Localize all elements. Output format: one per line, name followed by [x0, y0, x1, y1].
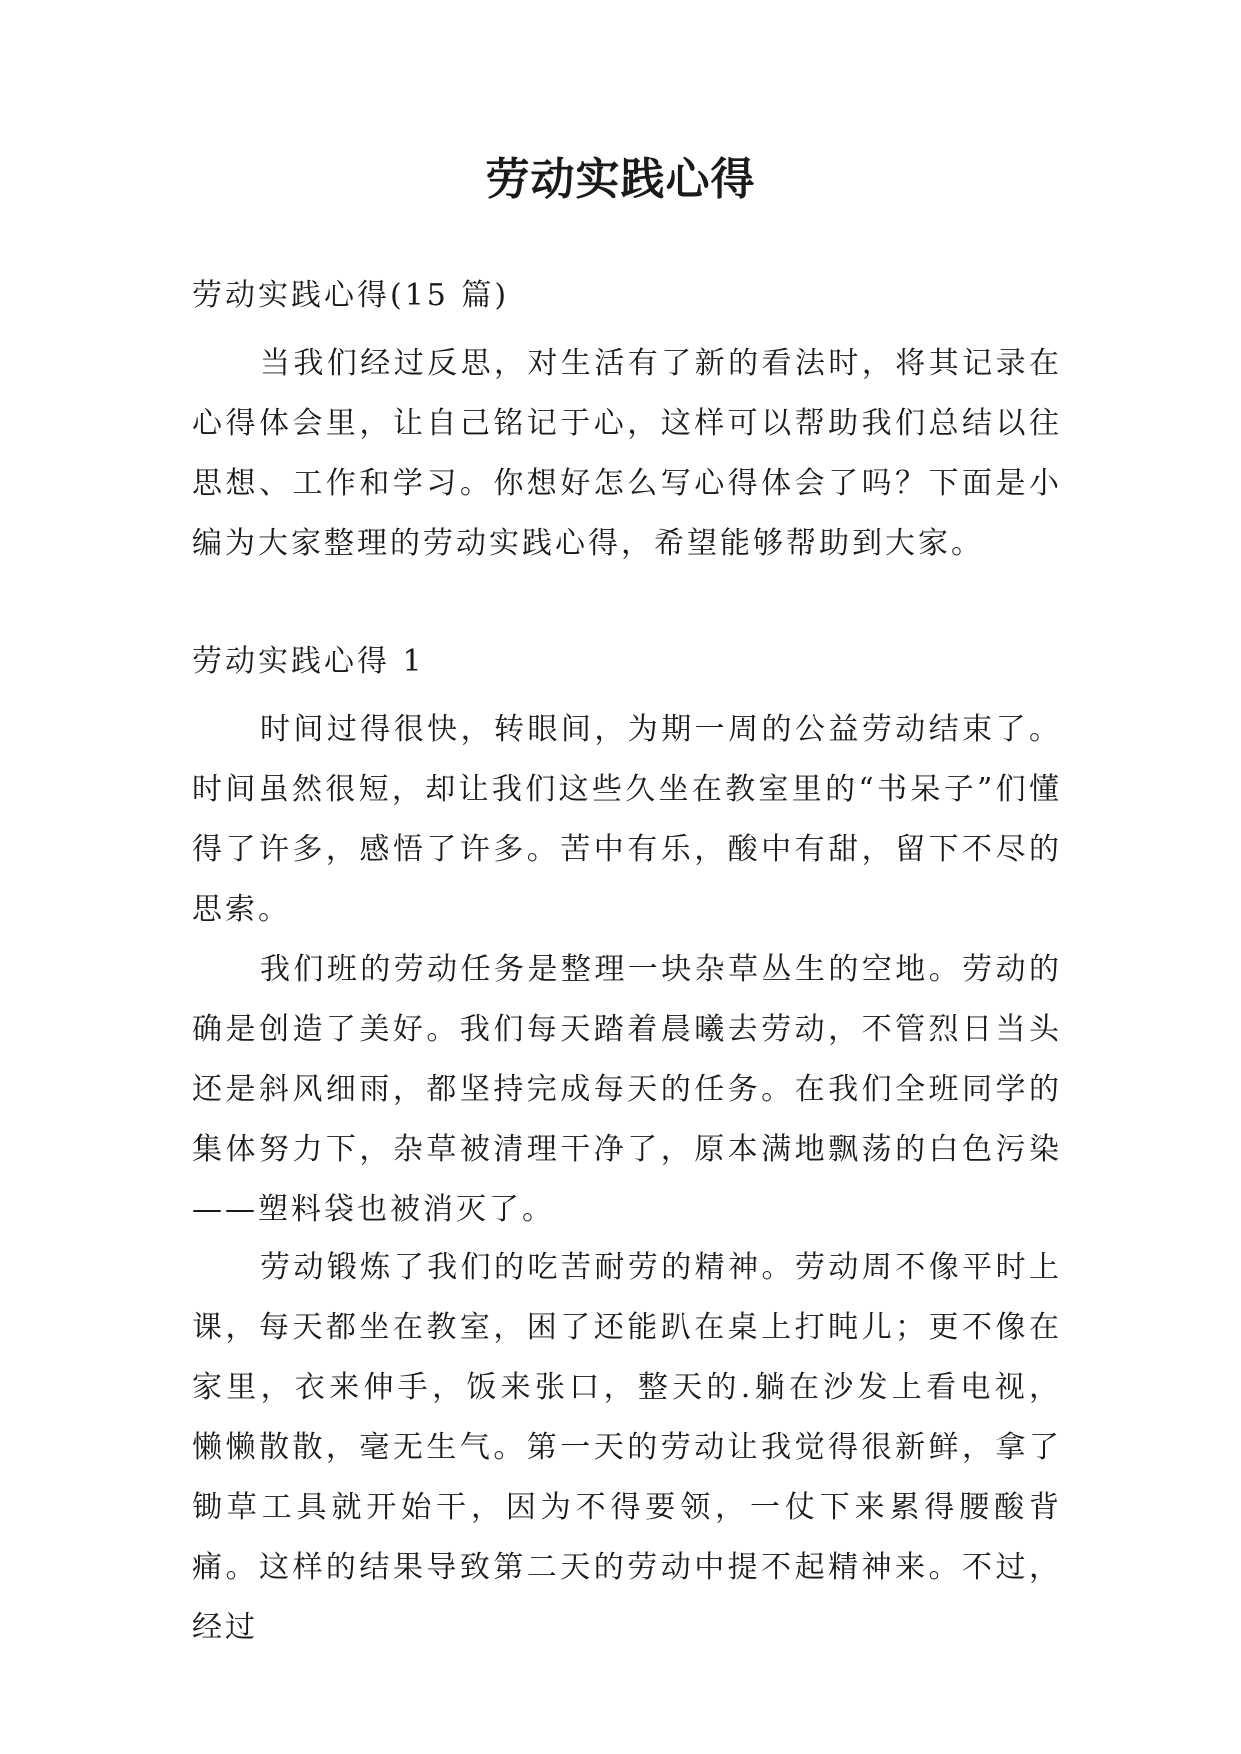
section-heading: 劳动实践心得 1	[192, 644, 425, 679]
body-paragraph-2: 我们班的劳动任务是整理一块杂草丛生的空地。劳动的确是创造了美好。我们每天踏着晨曦去劳动，不管烈日当头还是斜风细雨，都坚持完成每天的任务。在我们全班同学的集体努力下，杂草被清理干净了，原本满地飘荡的白色污染——塑料袋也被消灭了。	[192, 952, 1062, 1227]
body-paragraph-1: 时间过得很快，转眼间，为期一周的公益劳动结束了。时间虽然很短，却让我们这些久坐在教室里的“书呆子”们懂得了许多，感悟了许多。苦中有乐，酸中有甜，留下不尽的思索。	[192, 712, 1062, 927]
intro-paragraph: 当我们经过反思，对生活有了新的看法时，将其记录在心得体会里，让自己铭记于心，这样可以帮助我们总结以往思想、工作和学习。你想好怎么写心得体会了吗？下面是小编为大家整理的劳动实践心得，希望能够帮助到大家。	[192, 346, 1062, 561]
document-title: 劳动实践心得	[485, 154, 756, 205]
document-subtitle: 劳动实践心得(15 篇)	[192, 278, 510, 313]
body-paragraph-3: 劳动锻炼了我们的吃苦耐劳的精神。劳动周不像平时上课，每天都坐在教室，困了还能趴在桌上打盹儿；更不像在家里，衣来伸手，饭来张口，整天的.躺在沙发上看电视，懒懒散散，毫无生气。第一天的劳动让我觉得很新鲜，拿了锄草工具就开始干，因为不得要领，一仗下来累得腰酸背痛。这样的结果导致第二天的劳动中提不起精神来。不过，经过	[192, 1250, 1062, 1645]
